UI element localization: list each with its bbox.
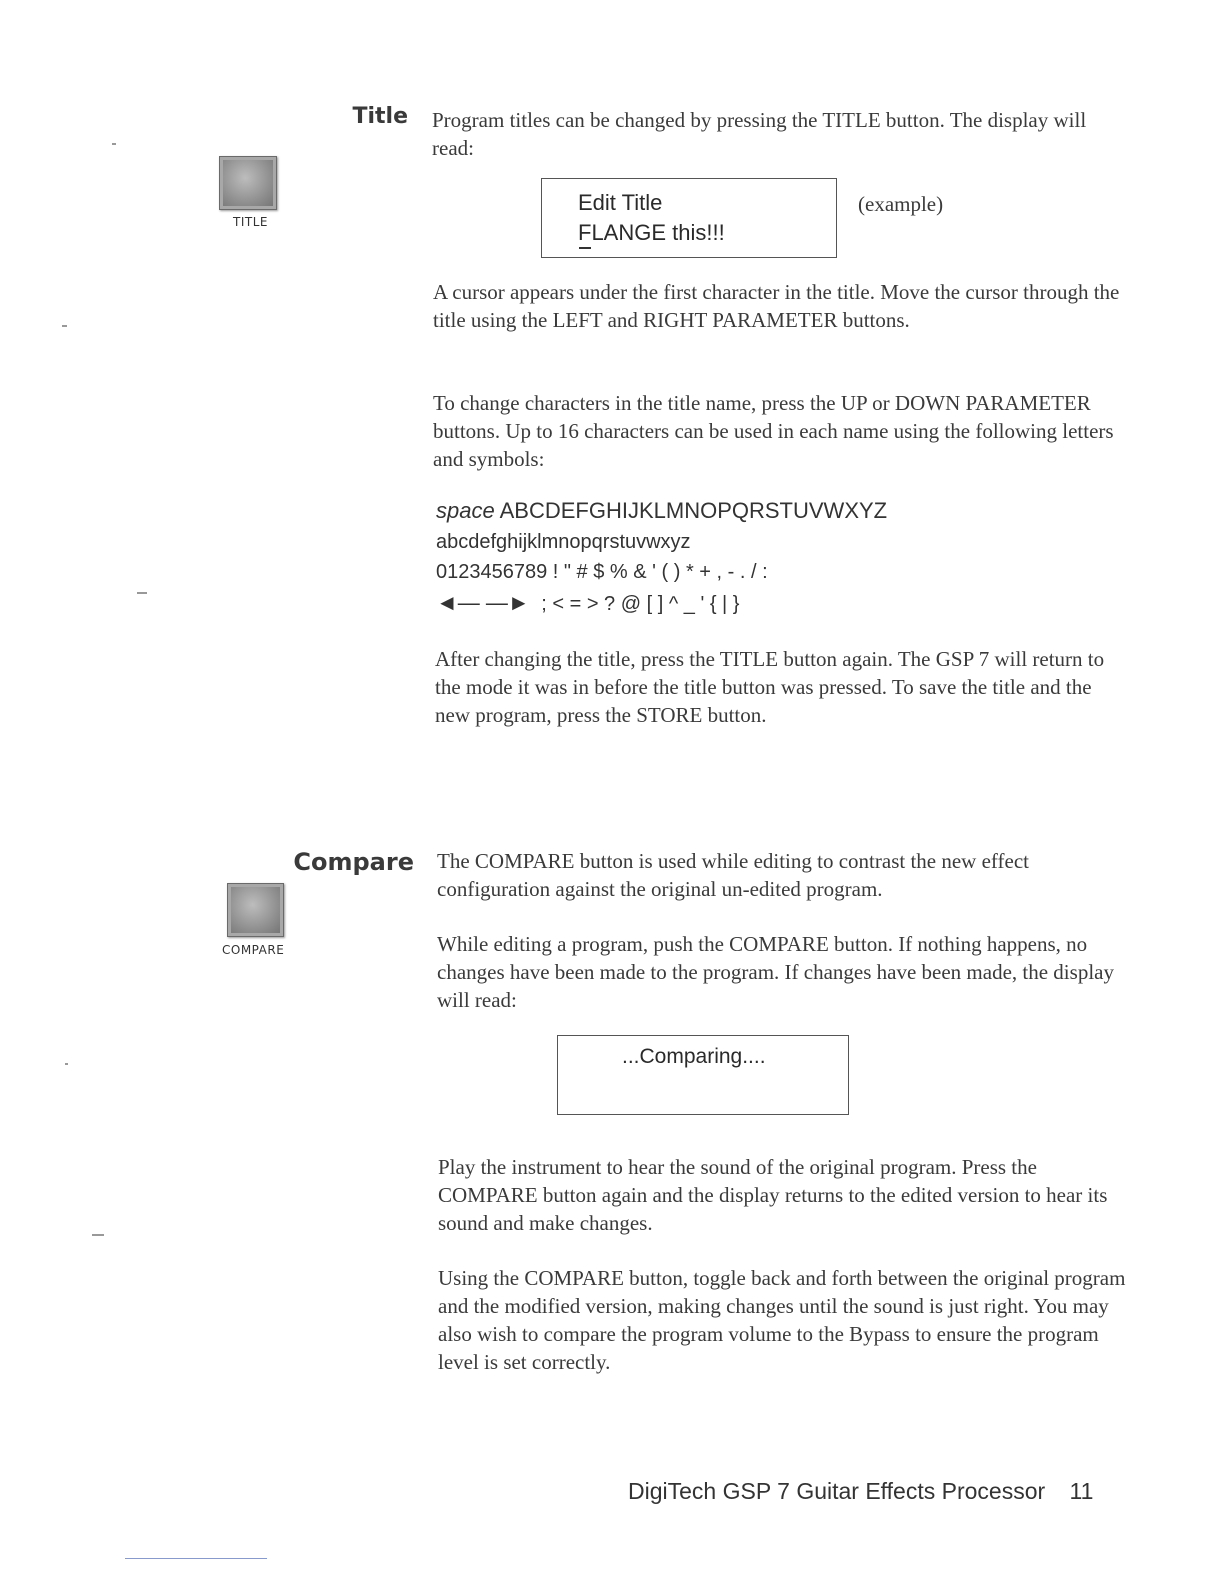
scan-mark: [62, 325, 67, 327]
compare-heading: Compare: [293, 848, 414, 876]
bottom-rule: [125, 1558, 267, 1559]
compare-text-1: The COMPARE button is used while editing to contrast the new effect configuration against the original un-edited program.: [437, 849, 1029, 901]
compare-button-label: COMPARE: [222, 943, 285, 957]
compare-para-1: [437, 847, 1127, 903]
scan-mark: [112, 143, 116, 145]
title-intro-paragraph: [432, 106, 1122, 162]
after-change-text: After changing the title, press the TITLE button again. The GSP 7 will return to the mode it was in before the title button was pressed. To save the title and the new program, press the STORE button.: [435, 647, 1105, 727]
compare-display-text: ...Comparing....: [622, 1045, 766, 1068]
title-display-line2: FLANGE this!!!: [578, 220, 725, 245]
scan-mark: [137, 592, 147, 594]
compare-text-3: Play the instrument to hear the sound of the original program. Press the COMPARE button again and the display returns to the edited version to hear its sound and make changes.: [438, 1155, 1108, 1235]
page-footer: [628, 1478, 1148, 1505]
footer-text: DigiTech GSP 7 Guitar Effects Processor: [628, 1478, 1046, 1504]
title-intro-text: Program titles can be changed by pressing the TITLE button. The display will read:: [432, 108, 1087, 160]
page-number: 11: [1069, 1478, 1094, 1504]
after-change-paragraph: [435, 645, 1125, 729]
uppercase-letters: ABCDEFGHIJKLMNOPQRSTUVWXYZ: [499, 498, 888, 523]
compare-button-icon: [227, 883, 284, 937]
cursor-underline: [579, 247, 591, 249]
compare-para-4: [438, 1264, 1128, 1376]
compare-para-3: [438, 1153, 1128, 1237]
digits-symbols: 0123456789 ! " # $ % & ' ( ) * + , - . / :: [436, 561, 768, 583]
title-button-label: TITLE: [233, 215, 268, 229]
change-characters-paragraph: [433, 389, 1123, 473]
compare-display: [557, 1035, 849, 1115]
lowercase-letters: abcdefghijklmnopqrstuvwxyz: [436, 531, 691, 553]
compare-text-4: Using the COMPARE button, toggle back and forth between the original program and the modified version, making changes until the sound is just right. You may also wish to compare the program volume to the Bypass to ensure the program level is set correctly.: [438, 1266, 1126, 1374]
scan-mark: [92, 1234, 104, 1236]
title-display-line1: Edit Title: [578, 190, 663, 215]
scan-mark: [65, 1063, 68, 1065]
title-button-icon: [219, 156, 277, 210]
character-set: [436, 498, 1036, 628]
cursor-text: A cursor appears under the first character in the title. Move the cursor through the title using the LEFT and RIGHT PARAMETER buttons.: [433, 280, 1120, 332]
change-characters-text: To change characters in the title name, press the UP or DOWN PARAMETER buttons. Up to 16 characters can be used in each name using the following letters and symbols:: [433, 391, 1114, 471]
space-word: space: [436, 498, 495, 523]
more-symbols: ; < = > ? @ [ ] ^ _ ' { | }: [541, 593, 740, 615]
title-heading: Title: [352, 104, 408, 129]
title-display: [541, 178, 837, 258]
arrow-glyphs: ◄— —►: [436, 590, 530, 615]
compare-text-2: While editing a program, push the COMPARE button. If nothing happens, no changes have been made to the program. If changes have been made, the display will read:: [437, 932, 1114, 1012]
compare-para-2: [437, 930, 1127, 1014]
cursor-paragraph: [433, 278, 1123, 334]
example-note: (example): [858, 192, 944, 216]
